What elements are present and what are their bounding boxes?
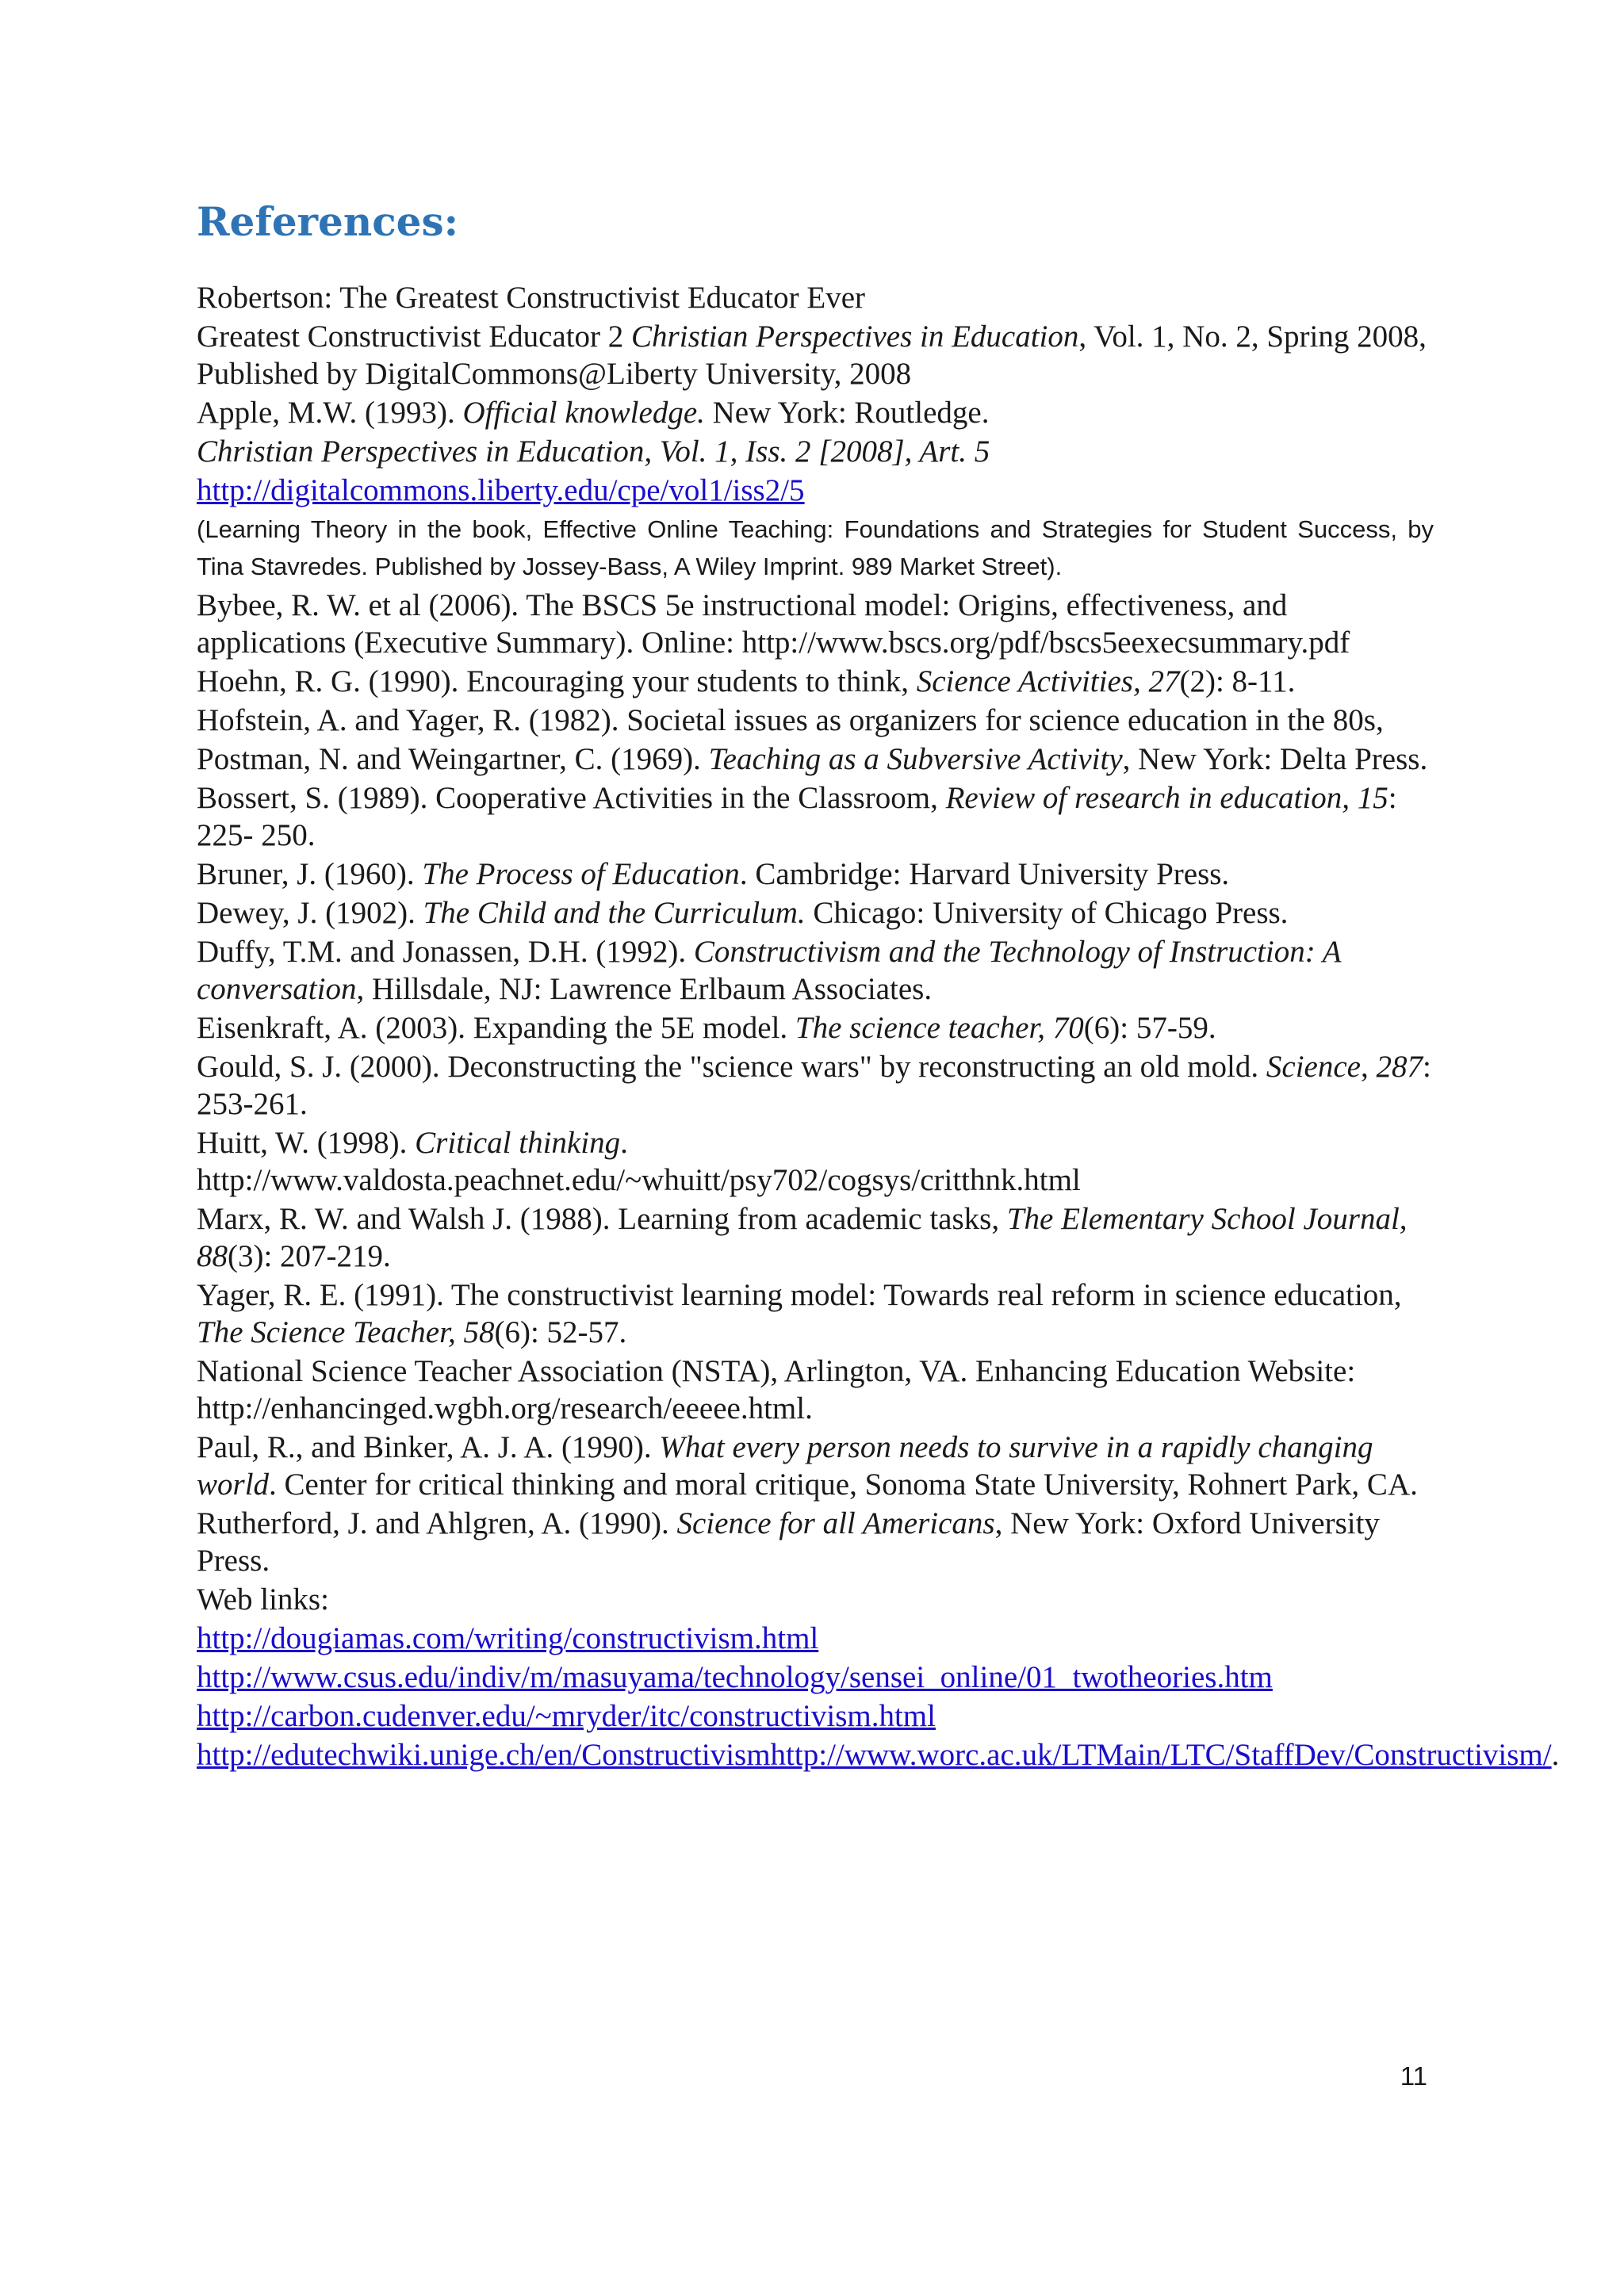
reference-text: Hoehn, R. G. (1990). Encouraging your students to think, (197, 664, 917, 698)
reference-text: (3): 207-219. (228, 1239, 391, 1273)
reference-entry (197, 1505, 1434, 1579)
reference-entry (197, 1124, 1434, 1199)
reference-entry (197, 394, 1434, 431)
reference-text: . (1551, 1738, 1560, 1772)
reference-text: (Learning Theory in the book, Effective Online Teaching: Foundations and Strategies for Student Success, by Tina Stavredes. Published by Jossey-Bass, A Wiley Imprint. 989 Market Street). (197, 515, 1434, 580)
reference-entry (197, 740, 1434, 778)
reference-italic-text: The Elementary School Journal, 88 (197, 1202, 1408, 1273)
reference-italic-text: Christian Perspectives in Education, Vol. 1, Iss. 2 [2008], Art. 5 (197, 434, 990, 469)
reference-entry (197, 279, 1434, 316)
reference-italic-text: The Science Teacher, 58 (197, 1315, 495, 1349)
reference-entry (197, 1620, 1434, 1657)
reference-italic-text: The Process of Education (422, 857, 740, 891)
reference-entry (197, 1429, 1434, 1503)
reference-text: National Science Teacher Association (NSTA), Arlington, VA. Enhancing Education Website: http://enhancinged.wgbh.org/research/eeeee.html. (197, 1354, 1356, 1425)
reference-link[interactable]: http://carbon.cudenver.edu/~mryder/itc/constructivism.html (197, 1699, 936, 1733)
reference-text: Chicago: University of Chicago Press. (805, 896, 1289, 930)
reference-text: . Cambridge: Harvard University Press. (739, 857, 1230, 891)
reference-text: : 225- 250. (197, 781, 1397, 852)
reference-text: Hofstein, A. and Yager, R. (1982). Societal issues as organizers for science education in the 80s, (197, 703, 1384, 737)
reference-text: Robertson: The Greatest Constructivist Educator Ever (197, 281, 865, 315)
reference-entry (197, 1009, 1434, 1047)
reference-text: New York: Routledge. (704, 396, 990, 430)
reference-text: , Vol. 1, No. 2, Spring 2008, Published by DigitalCommons@Liberty University, 2008 (197, 320, 1427, 391)
reference-italic-text: The science teacher, 70 (795, 1011, 1084, 1045)
reference-text: Greatest Constructivist Educator 2 (197, 320, 632, 354)
reference-italic-text: Teaching as a Subversive Activity (708, 742, 1123, 776)
reference-text: Web links: (197, 1582, 329, 1617)
reference-entry (197, 1200, 1434, 1275)
reference-text: . http://www.valdosta.peachnet.edu/~whuitt/psy702/cogsys/critthnk.html (197, 1126, 1081, 1197)
reference-text: (6): 57-59. (1083, 1011, 1216, 1045)
reference-italic-text: Review of research in education, 15 (945, 781, 1388, 815)
reference-text: , New York: Delta Press. (1122, 742, 1428, 776)
reference-text: Duffy, T.M. and Jonassen, D.H. (1992). (197, 935, 694, 969)
reference-text: Rutherford, J. and Ahlgren, A. (1990). (197, 1506, 677, 1540)
reference-italic-text: Official knowledge. (462, 396, 705, 430)
reference-text: Gould, S. J. (2000). Deconstructing the "science wars" by reconstructing an old mold. (197, 1050, 1266, 1084)
reference-entry (197, 1659, 1434, 1696)
reference-text: Huitt, W. (1998). (197, 1126, 416, 1160)
reference-text: (2): 8-11. (1179, 664, 1296, 698)
reference-italic-text: Science Activities, 27 (916, 664, 1180, 698)
reference-italic-text: Christian Perspectives in Education (631, 320, 1079, 354)
reference-entry (197, 779, 1434, 854)
reference-entry (197, 1736, 1560, 1774)
reference-italic-text: Critical thinking (415, 1126, 621, 1160)
reference-list (197, 279, 1560, 1775)
reference-link[interactable]: http://edutechwiki.unige.ch/en/Constructivismhttp://www.worc.ac.uk/LTMain/LTC/StaffDev/Constructivism/ (197, 1738, 1552, 1772)
reference-entry (197, 894, 1434, 932)
reference-entry (197, 933, 1434, 1008)
reference-text: Paul, R., and Binker, A. J. A. (1990). (197, 1430, 660, 1464)
reference-italic-text: What every person needs to survive in a rapidly changing world (197, 1430, 1373, 1502)
reference-text: , New York: Oxford University Press. (197, 1506, 1380, 1578)
reference-text: Marx, R. W. and Walsh J. (1988). Learning from academic tasks, (197, 1202, 1007, 1236)
reference-text: Bybee, R. W. et al (2006). The BSCS 5e instructional model: Origins, effectiveness, and applications (Executive Summary). Online: http://www.bscs.org/pdf/bscs5eexecsummary.pdf (197, 588, 1350, 660)
reference-italic-text: The Child and the Curriculum. (423, 896, 806, 930)
reference-text: , Hillsdale, NJ: Lawrence Erlbaum Associates. (356, 972, 933, 1006)
reference-entry (197, 1581, 1434, 1618)
reference-italic-text: Constructivism and the Technology of Instruction: A conversation (197, 935, 1341, 1006)
reference-entry (197, 1697, 1434, 1735)
reference-entry (197, 1276, 1434, 1351)
reference-text: Eisenkraft, A. (2003). Expanding the 5E model. (197, 1011, 795, 1045)
reference-entry (197, 587, 1434, 661)
reference-text: : 253-261. (197, 1050, 1431, 1121)
reference-entry (197, 472, 1434, 509)
reference-entry (197, 511, 1434, 585)
reference-text: . Center for critical thinking and moral critique, Sonoma State University, Rohnert Park, CA. (269, 1468, 1418, 1502)
reference-text: Yager, R. E. (1991). The constructivist learning model: Towards real reform in science education, (197, 1278, 1402, 1312)
reference-italic-text: 287 (1376, 1050, 1423, 1084)
reference-entry (197, 855, 1434, 893)
reference-entry (197, 433, 1434, 470)
reference-text: Bossert, S. (1989). Cooperative Activities in the Classroom, (197, 781, 946, 815)
references-heading: References: (197, 198, 459, 245)
reference-text: Bruner, J. (1960). (197, 857, 423, 891)
reference-italic-text: Science (1266, 1050, 1361, 1084)
reference-link[interactable]: http://dougiamas.com/writing/constructivism.html (197, 1621, 819, 1655)
reference-text: Apple, M.W. (1993). (197, 396, 463, 430)
reference-text: , (1360, 1050, 1377, 1084)
reference-link[interactable]: http://digitalcommons.liberty.edu/cpe/vol1/iss2/5 (197, 473, 805, 507)
page-number: 11 (1400, 2061, 1427, 2091)
reference-text: (6): 52-57. (494, 1315, 627, 1349)
reference-entry (197, 702, 1434, 739)
reference-entry (197, 663, 1434, 700)
reference-entry (197, 318, 1434, 392)
reference-text: Postman, N. and Weingartner, C. (1969). (197, 742, 709, 776)
reference-entry (197, 1353, 1434, 1427)
reference-italic-text: Science for all Americans (676, 1506, 995, 1540)
reference-link[interactable]: http://www.csus.edu/indiv/m/masuyama/technology/sensei_online/01_twotheories.htm (197, 1660, 1273, 1694)
reference-entry (197, 1048, 1434, 1123)
reference-text: Dewey, J. (1902). (197, 896, 423, 930)
